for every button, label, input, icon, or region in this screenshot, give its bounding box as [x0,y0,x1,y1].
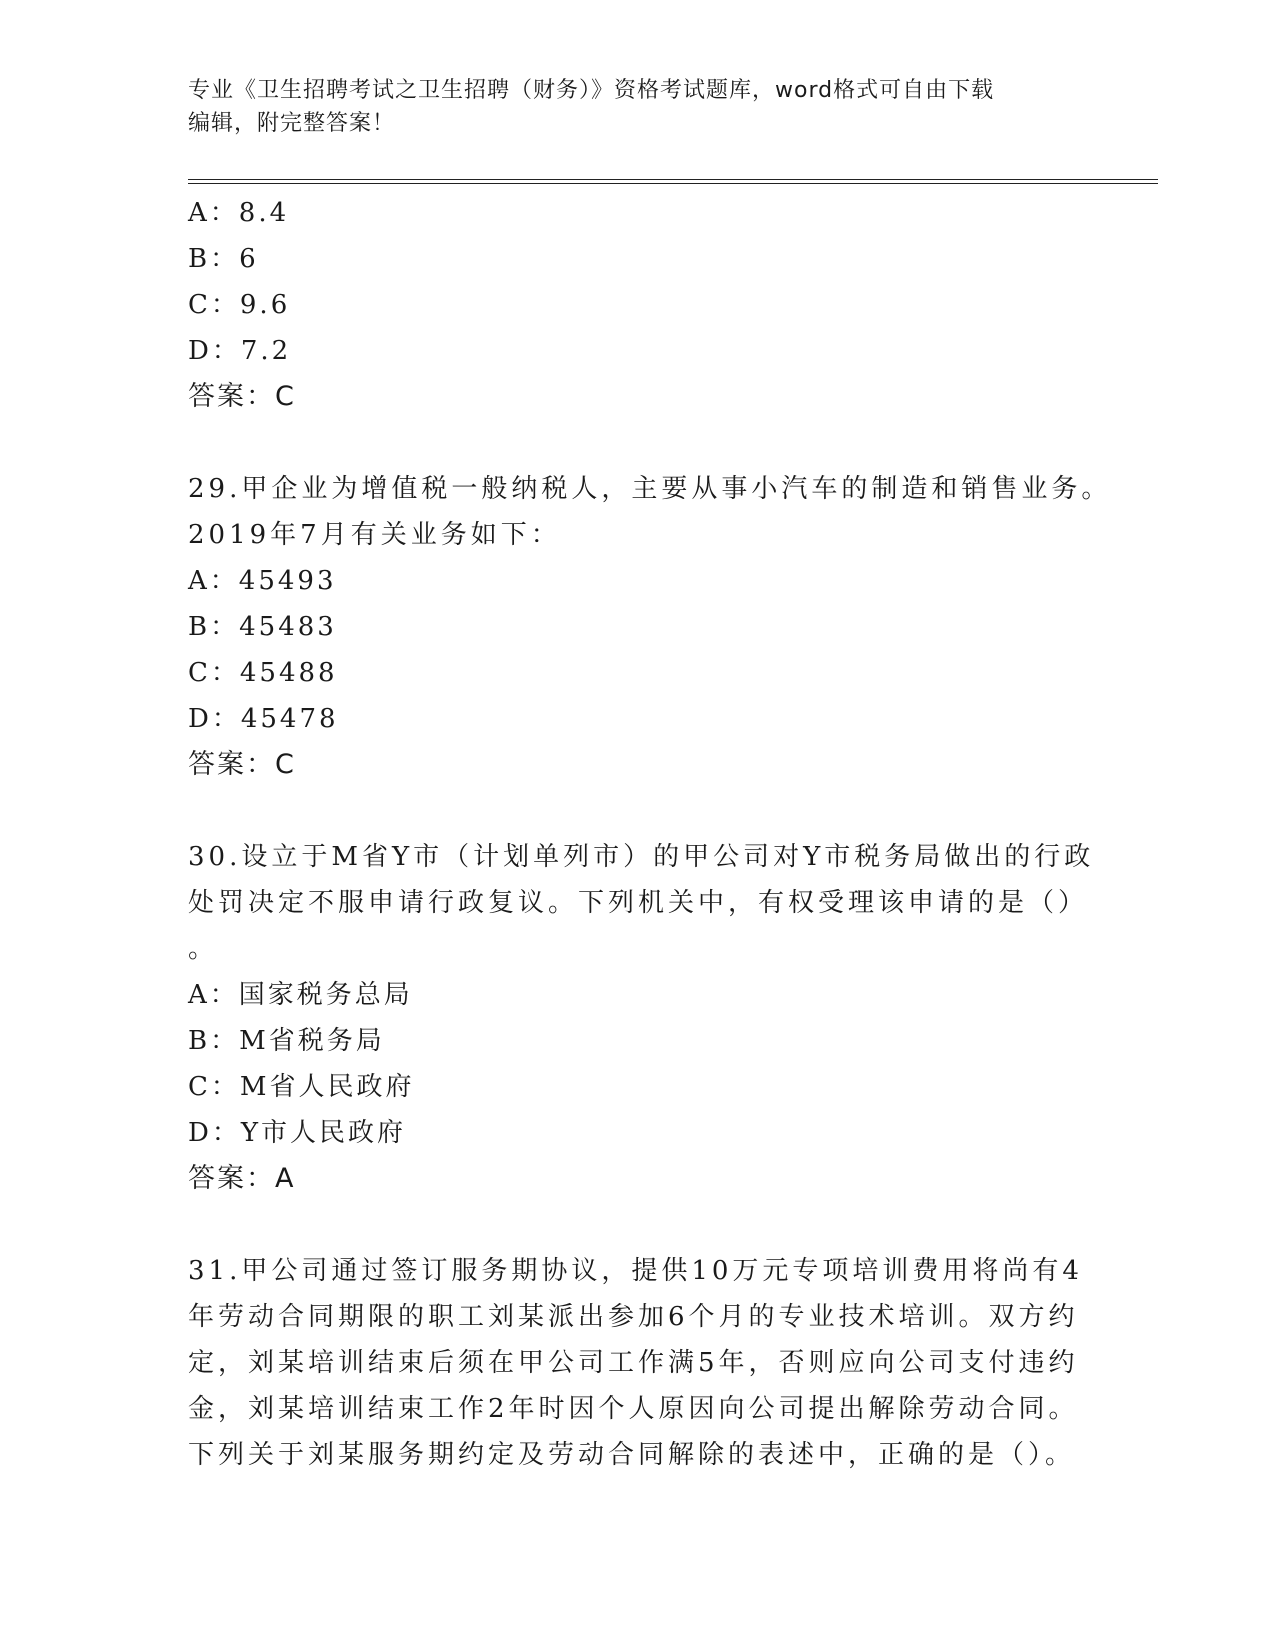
question-text-line: 2019年7月有关业务如下： [188,520,561,550]
header-line-2: 编辑，附完整答案！ [188,111,396,136]
answer: 答案：C [188,749,296,780]
spacer [188,420,1088,466]
option-a: A：国家税务总局 [188,980,413,1010]
question-text-line: 金，刘某培训结束工作2年时因个人原因向公司提出解除劳动合同。 [188,1394,1079,1424]
page-header [188,74,1088,140]
question-31 [188,1248,1088,1478]
header-divider [188,179,1158,184]
option-c: C：45488 [188,658,338,688]
question-28 [188,190,1088,420]
option-b: B：M省税务局 [188,1026,385,1056]
option-b: B：45483 [188,612,337,642]
question-text-line: 29.甲企业为增值税一般纳税人，主要从事小汽车的制造和销售业务。 [188,474,1112,504]
option-c: C：M省人民政府 [188,1072,415,1102]
spacer [188,788,1088,834]
question-29 [188,466,1112,788]
spacer [188,1202,1088,1248]
option-b: B：6 [188,244,259,274]
option-d: D：Y市人民政府 [188,1118,407,1148]
question-text-line: 下列关于刘某服务期约定及劳动合同解除的表述中，正确的是（）。 [188,1440,1076,1470]
answer: 答案：A [188,1163,296,1194]
option-d: D：45478 [188,704,339,734]
question-text-line: 定，刘某培训结束后须在甲公司工作满5年，否则应向公司支付违约 [188,1348,1079,1378]
option-a: A：8.4 [188,198,290,228]
question-text-line: 31.甲公司通过签订服务期协议，提供10万元专项培训费用将尚有4 [188,1256,1083,1286]
question-text-line: 年劳动合同期限的职工刘某派出参加6个月的专业技术培训。双方约 [188,1302,1079,1332]
header-line-1: 专业《卫生招聘考试之卫生招聘（财务）》资格考试题库，word格式可自由下载 [188,78,995,103]
option-c: C：9.6 [188,290,291,320]
answer: 答案：C [188,381,296,412]
question-text-line: 。 [188,934,219,964]
option-a: A：45493 [188,566,337,596]
question-30 [188,834,1095,1202]
question-text-line: 30.设立于M省Y市（计划单列市）的甲公司对Y市税务局做出的行政 [188,842,1095,872]
option-d: D：7.2 [188,336,292,366]
question-text-line: 处罚决定不服申请行政复议。下列机关中，有权受理该申请的是（） [188,888,1089,918]
document-body [188,190,1112,1478]
